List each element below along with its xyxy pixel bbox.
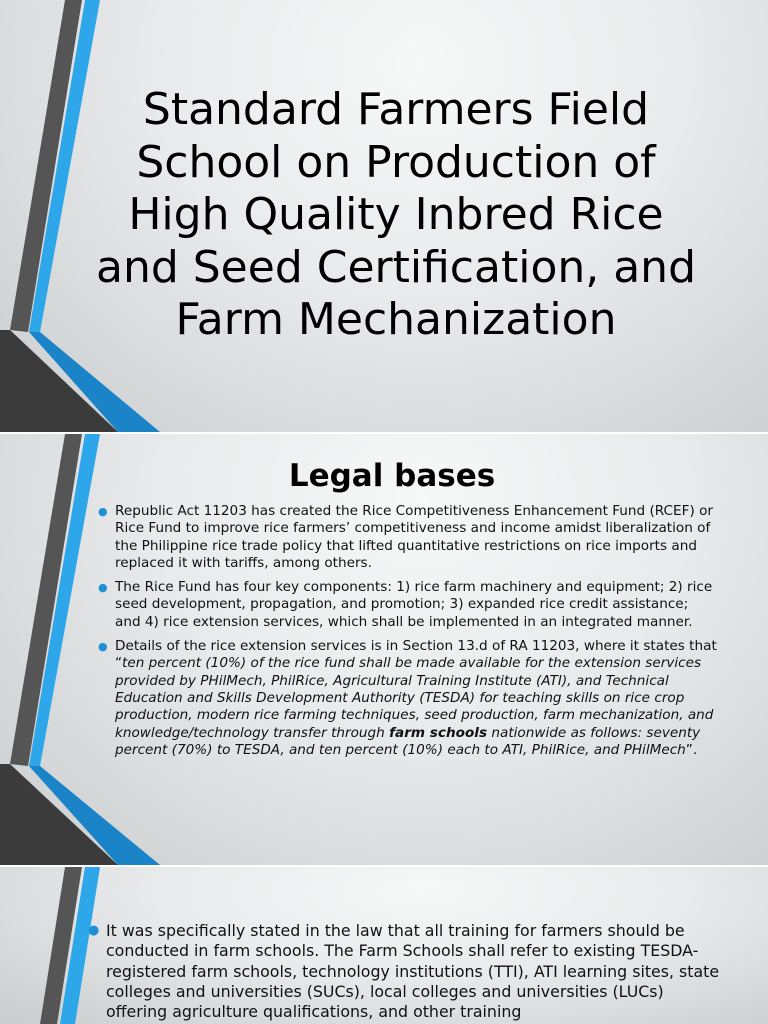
bullet-dot-icon: ● xyxy=(88,923,100,938)
bullet-quote-bold: farm schools xyxy=(389,724,488,741)
bullet-quote-end: nationwide as follows: seventy percent (70%) to TESDA, and ten percent (10%) each to ATI, PhilRice, and PHilMech xyxy=(115,724,701,758)
bullet-text-tail: ”. xyxy=(685,741,698,758)
bullet-dot-icon: ● xyxy=(98,640,108,654)
slide-title xyxy=(0,0,768,432)
slide-farm-schools xyxy=(0,867,768,1024)
bullet-text: Republic Act 11203 has created the Rice Competitiveness Enhancement Fund (RCEF) or Rice Fund to improve rice farmers’ competitiveness and income amidst liberalization of the Philippine rice trade policy that lifted quantitative restrictions on rice imports and replaced it with tariffs, among others. xyxy=(115,503,713,571)
slide-title-text: Standard Farmers Field School on Production of High Quality Inbred Rice and Seed Certification, and Farm Mechanization xyxy=(95,84,696,345)
bullet-list xyxy=(88,921,728,1022)
bullet-list xyxy=(98,503,718,766)
slide-heading: Legal bases xyxy=(288,458,496,494)
bullet-text: It was specifically stated in the law that all training for farmers should be conducted in farm schools. The Farm Schools shall refer to existing TESDA-registered farm schools, technology institutions (TTI), ATI learning sites, state colleges and universities (SUCs), local colleges and universities (LUCs) offering agriculture qualifications, and other training xyxy=(106,921,720,1022)
bullet-dot-icon: ● xyxy=(98,505,108,518)
bullet-text: The Rice Fund has four key components: 1) rice farm machinery and equipment; 2) rice seed development, propagation, and promotion; 3) expanded rice credit assistance; and 4) rice extension services, which shall be implemented in an integrated manner. xyxy=(115,579,713,630)
bullet-item xyxy=(98,638,718,759)
deco-dark-wedge xyxy=(0,764,118,865)
bullet-item xyxy=(98,503,718,572)
bullet-item xyxy=(98,579,718,631)
bullet-text-lead: Details of the rice extension services is in Section 13.d of RA 11203, where it states that “ xyxy=(115,638,717,672)
slide-legal-bases xyxy=(0,434,768,865)
bullet-dot-icon: ● xyxy=(98,581,108,595)
bullet-quote: ten percent (10%) of the rice fund shall be made available for the extension services provided by PHilMech, PhilRice, Agricultural Training Institute (ATI), and Technical Education and Skills Development Authority (TESDA) for teaching skills on rice crop production, modern rice farming techniques, seed production, farm mechanization, and knowledge/technology transfer through xyxy=(115,655,714,741)
bullet-item xyxy=(88,921,728,1022)
